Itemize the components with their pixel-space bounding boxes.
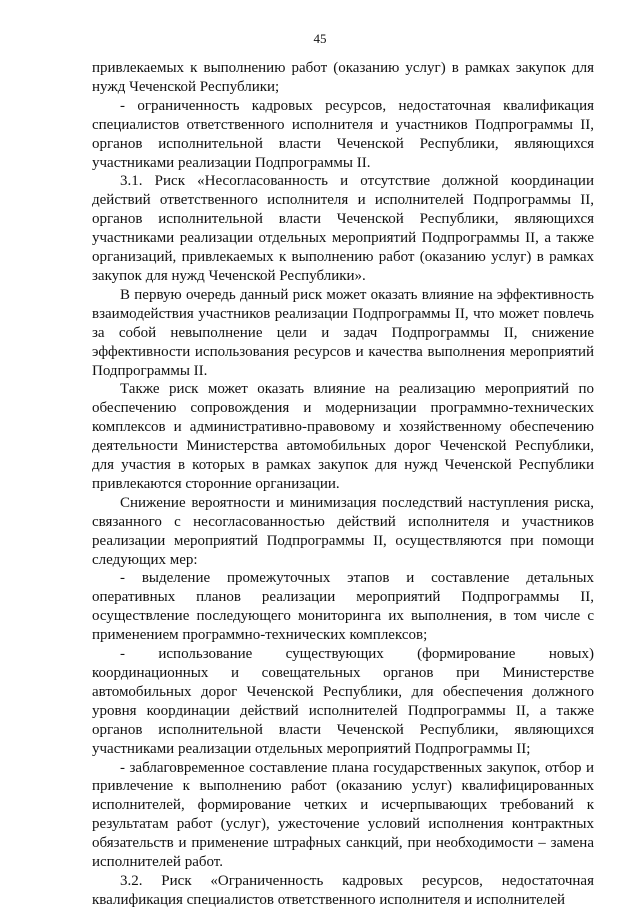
paragraph-10: 3.2. Риск «Ограниченность кадровых ресурсов, недостаточная квалификация специалистов ответственного исполнителя и исполнителей <box>92 872 594 908</box>
paragraph-9: - заблаговременное составление плана государственных закупок, отбор и привлечение к выполнению работ (оказанию услуг) квалифицированных исполнителей, формирование четких и исчерпывающих требований к результатам работ (услуг), ужесточение условий исполнения контрактных обязательств и применение штрафных санкций, при необходимости – замена исполнителей работ. <box>92 759 594 871</box>
paragraph-3: 3.1. Риск «Несогласованность и отсутствие должной координации действий ответственного исполнителя и исполнителей Подпрограммы II, органов исполнительной власти Чеченской Республики, являющихся участниками реализации отдельных мероприятий Подпрограммы II, а также организаций, привлекаемых к выполнению работ (оказанию услуг) в рамках закупок для нужд Чеченской Республики». <box>92 173 594 284</box>
paragraph-1: привлекаемых к выполнению работ (оказанию услуг) в рамках закупок для нужд Чеченской Республики; <box>92 60 594 95</box>
paragraph-5: Также риск может оказать влияние на реализацию мероприятий по обеспечению сопровождения и модернизации программно-технических комплексов и административно-правовому и хозяйственному обеспечению деятельности Министерства автомобильных дорог Чеченской Республики, для участия в которых в рамках закупок для нужд Чеченской Республики привлекаются сторонние организации. <box>92 381 594 492</box>
document-body <box>92 59 594 910</box>
paragraph-6: Снижение вероятности и минимизация последствий наступления риска, связанного с несогласованностью действий исполнителя и участников реализации мероприятий Подпрограммы II, осуществляются при помощи следующих мер: <box>92 494 594 568</box>
paragraph-7: - выделение промежуточных этапов и составление детальных оперативных планов реализации мероприятий Подпрограммы II, осуществление последующего мониторинга их выполнения, в том числе с применением программно-технических комплексов; <box>92 570 594 644</box>
paragraph-4: В первую очередь данный риск может оказать влияние на эффективность взаимодействия участников реализации Подпрограммы II, что может повлечь за собой невыполнение цели и задач Подпрограммы II, снижение эффективности использования ресурсов и качества выполнения мероприятий Подпрограммы II. <box>92 286 594 379</box>
paragraph-8: - использование существующих (формирование новых) координационных и совещательных органов при Министерстве автомобильных дорог Чеченской Республики, для обеспечения должного уровня координации действий исполнителей Подпрограммы II, а также органов исполнительной власти Чеченской Республики, являющихся участниками реализации отдельных мероприятий Подпрограммы II; <box>92 646 594 757</box>
page-number: 45 <box>313 31 327 46</box>
paragraph-2: - ограниченность кадровых ресурсов, недостаточная квалификация специалистов ответственного исполнителя и участников Подпрограммы II, органов исполнительной власти Чеченской Республики, являющихся участниками реализации Подпрограммы II. <box>92 97 594 171</box>
